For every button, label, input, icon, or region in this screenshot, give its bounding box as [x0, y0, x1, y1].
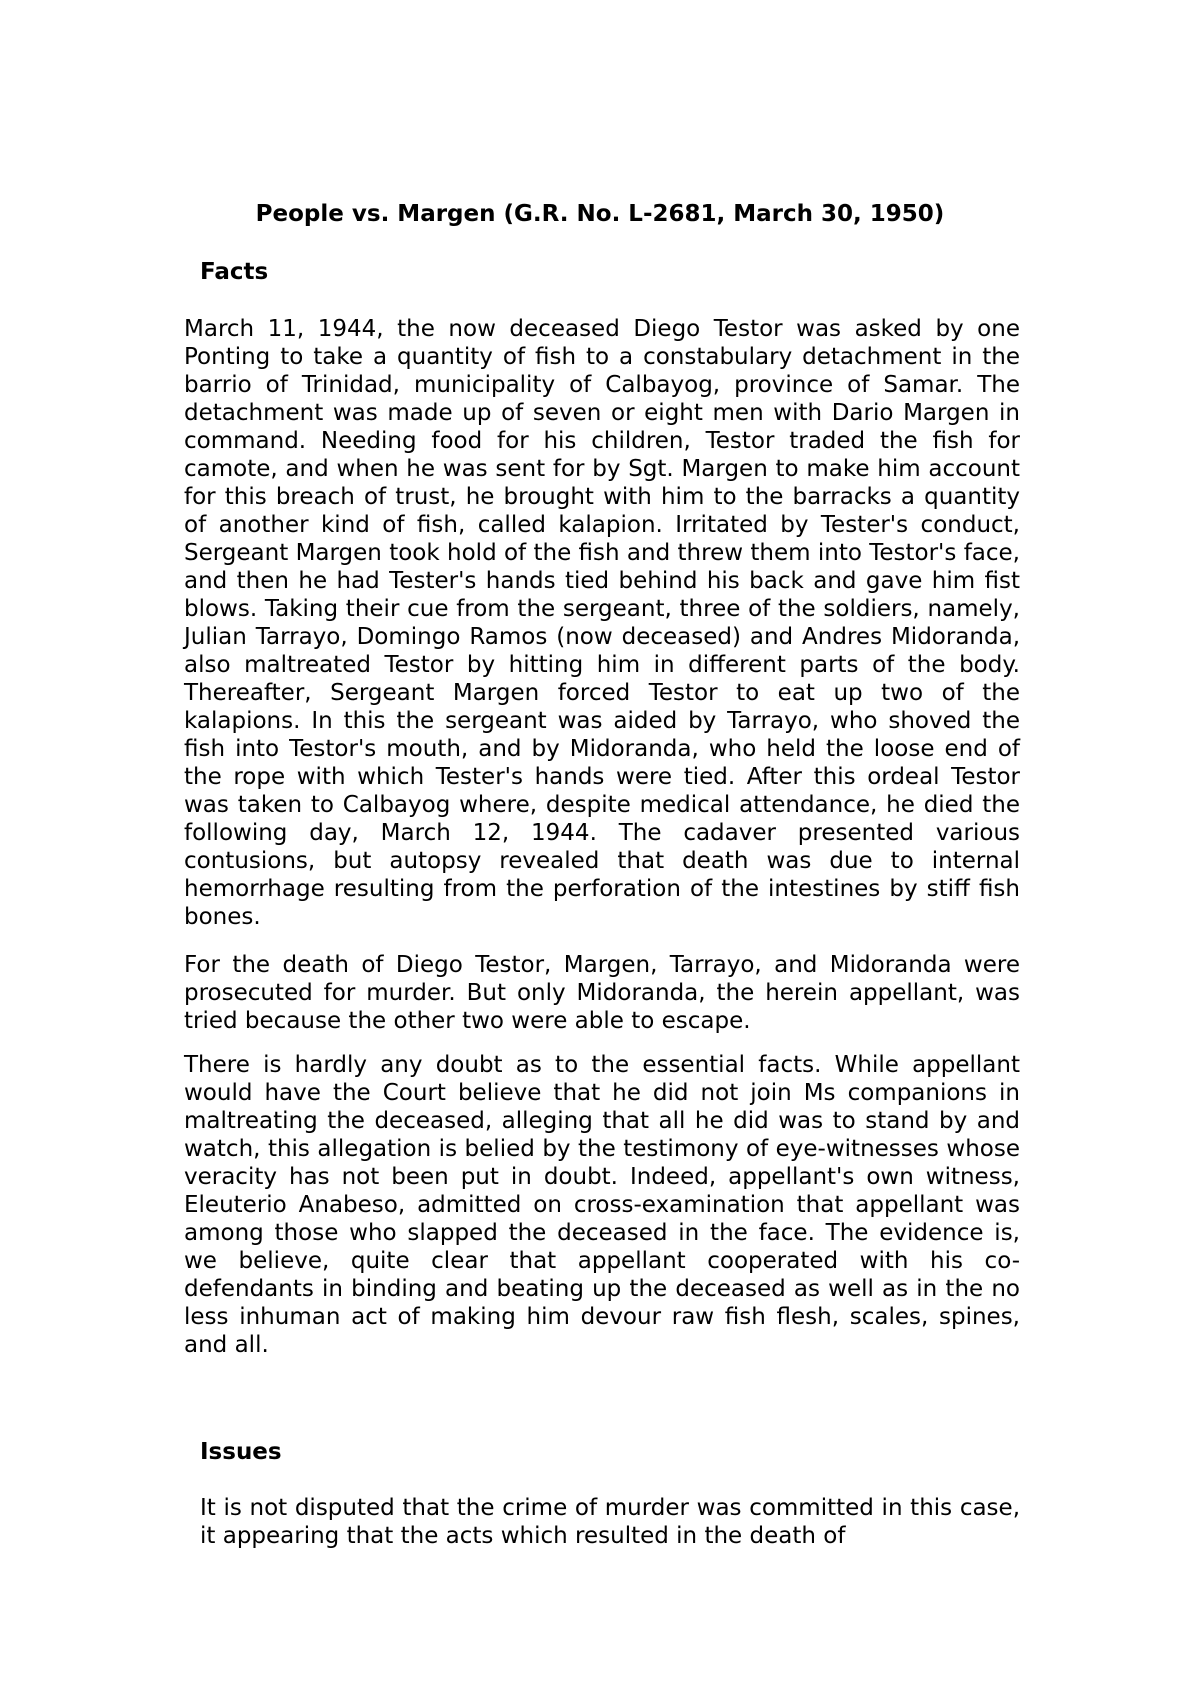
issues-paragraph-1: It is not disputed that the crime of murder was committed in this case, it appearing that the acts which resulted in the death of: [200, 1495, 1020, 1549]
facts-paragraph-2: For the death of Diego Testor, Margen, Tarrayo, and Midoranda were prosecuted for murder. But only Midoranda, the herein appellant, was tried because the other two were able to escape.: [184, 952, 1020, 1034]
facts-paragraph-1: March 11, 1944, the now deceased Diego Testor was asked by one Ponting to take a quantity of fish to a constabulary detachment in the barrio of Trinidad, municipality of Calbayog, province of Samar. The detachment was made up of seven or eight men with Dario Margen in command. Needing food for his children, Testor traded the fish for camote, and when he was sent for by Sgt. Margen to make him account for this breach of trust, he brought with him to the barracks a quantity of another kind of fish, called kalapion. Irritated by Tester's conduct, Sergeant Margen took hold of the fish and threw them into Testor's face, and then he had Tester's hands tied behind his back and gave him fist blows. Taking their cue from the sergeant, three of the soldiers, namely, Julian Tarrayo, Domingo Ramos (now deceased) and Andres Midoranda, also maltreated Testor by hitting him in different parts of the body. Thereafter, Sergeant Margen forced Testor to eat up two of the kalapions. In this the sergeant was aided by Tarrayo, who shoved the fish into Testor's mouth, and by Midoranda, who held the loose end of the rope with which Tester's hands were tied. After this ordeal Testor was taken to Calbayog where, despite medical attendance, he died the following day, March 12, 1944. The cadaver presented various contusions, but autopsy revealed that death was due to internal hemorrhage resulting from the perforation of the intestines by stiff fish bones.: [184, 316, 1020, 930]
issues-heading: Issues: [200, 1439, 282, 1465]
facts-paragraph-3: There is hardly any doubt as to the essential facts. While appellant would have the Court believe that he did not join Ms companions in maltreating the deceased, alleging that all he did was to stand by and watch, this allegation is belied by the testimony of eye-witnesses whose veracity has not been put in doubt. Indeed, appellant's own witness, Eleuterio Anabeso, admitted on cross-examination that appellant was among those who slapped the deceased in the face. The evidence is, we believe, quite clear that appellant cooperated with his co-defendants in binding and beating up the deceased as well as in the no less inhuman act of making him devour raw fish flesh, scales, spines, and all.: [184, 1052, 1020, 1358]
facts-heading: Facts: [200, 259, 269, 285]
document-title: People vs. Margen (G.R. No. L-2681, March 30, 1950): [255, 201, 945, 227]
